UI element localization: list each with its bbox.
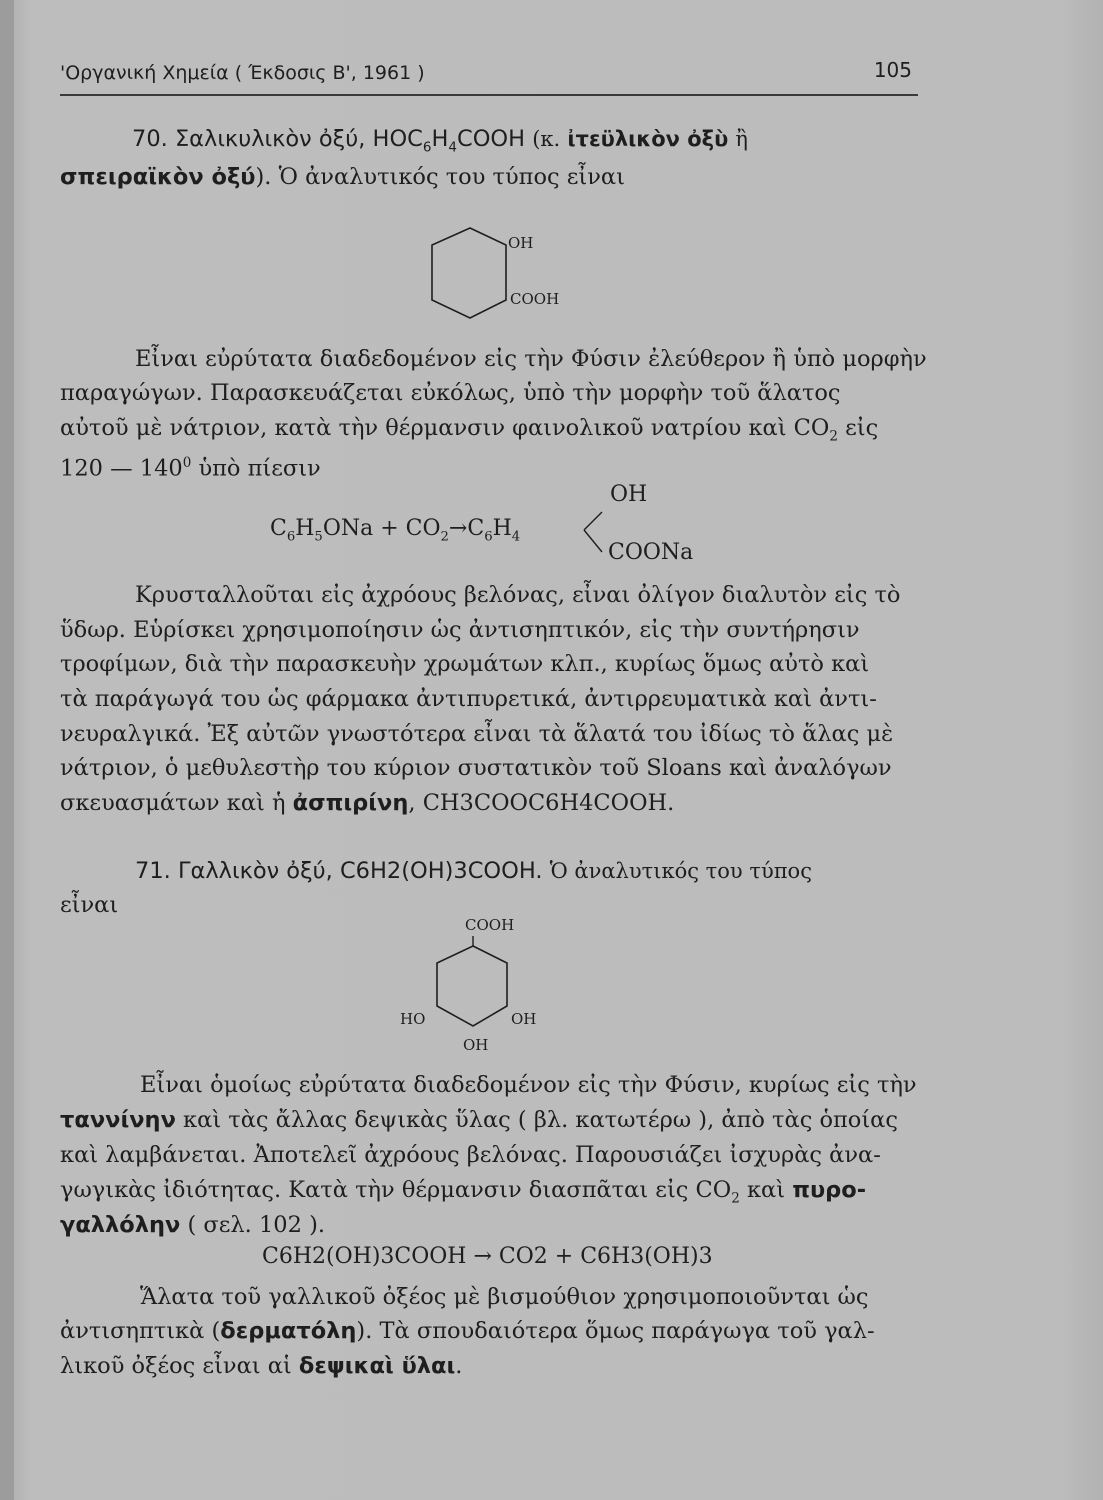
struct-ho-left: HO [400,1010,426,1028]
section-71-intro: Ὁ ἀναλυτικός του τύπος [549,859,812,883]
section-70-heading: 70. Σαλικυλικὸν ὀξύ, $HOC_6H_4COOH$ (κ. ἰτεϋλικὸν ὀξὺ ἢ [132,126,749,156]
tannins-term: δεψικαὶ ὕλαι [298,1353,456,1379]
pyrogallol-term-a: πυρο- [792,1177,867,1203]
s70-p2-line4: τὰ παράγωγά του ὡς φάρμακα ἀντιπυρετικά, ἀντιρρευματικὰ καὶ ἀντι- [60,686,877,712]
s70-p2-line3: τροφίμων, διὰ τὴν παρασκευὴν χρωμάτων κλπ., κυρίως ὅμως αὐτὸ καὶ [60,651,870,677]
s71-p1-line5: γαλλόλην ( σελ. 102 ). [60,1212,326,1238]
equation-1: $C_6H_5ONa + CO_2\to C_6H_4$ [270,516,521,545]
s71-p2-line1: Ἅλατα τοῦ γαλλικοῦ ὀξέος μὲ βισμούθιον χρησιμοποιοῦνται ὡς [140,1284,869,1310]
s70-p2-line7: σκευασμάτων καὶ ἡ ἀσπιρίνη, CH3COOC6H4COOH. [60,790,675,816]
s71-p1-line1: Εἶναι ὁμοίως εὐρύτατα διαδεδομένον εἰς τὴν Φύσιν, κυρίως εἰς τὴν [140,1072,917,1098]
s70-p2-line2: ὕδωρ. Εὑρίσκει χρησιμοποίησιν ὡς ἀντισηπτικόν, εἰς τὴν συντήρησιν [60,617,860,643]
alt-name-1: ἰτεϋλικὸν ὀξὺ [567,127,729,151]
section-70-title: Σαλικυλικὸν ὀξύ, [174,126,366,152]
s70-p1-line1: Εἶναι εὐρύτατα διαδεδομένον εἰς τὴν Φύσιν ἐλεύθερον ἢ ὑπὸ μορφὴν [135,346,927,372]
dermatol-term: δερματόλη [220,1318,357,1344]
equation-2: C6H2(OH)3COOH → CO2 + C6H3(OH)3 [262,1244,713,1269]
tannin-term: ταννίνην [60,1107,176,1133]
page-number: 105 [873,58,912,82]
section-70-intro: Ὁ ἀναλυτικός του τύπος εἶναι [278,164,625,190]
section-71-number: 71. [135,858,171,884]
eq1-coona: COONa [608,540,694,565]
struct-oh-bottom: OH [463,1036,489,1054]
benzene-ring [432,228,506,318]
page-header [60,54,918,96]
benzene-ring-gallic [437,946,507,1026]
section-71-heading [135,856,812,886]
struct-oh-right: OH [511,1010,537,1028]
pyrogallol-term-b: γαλλόλην [60,1212,181,1238]
struct-oh-label: OH [508,234,534,252]
s70-p2-line6: νάτριον, ὁ μεθυλεστὴρ του κύριον συστατικὸν τοῦ Sloans καὶ ἀναλόγων [60,755,892,781]
section-70-number: 70. [132,126,168,152]
s70-p1-line2: παραγώγων. Παρασκευάζεται εὐκόλως, ὑπὸ τὴν μορφὴν τοῦ ἅλατος [60,380,841,406]
s71-p2-line3: λικοῦ ὀξέος εἶναι αἱ δεψικαὶ ὕλαι. [60,1353,463,1379]
eq1-branch-lines [580,508,610,558]
s70-p1-line3: αὐτοῦ μὲ νάτριον, κατὰ τὴν θέρμανσιν φαινολικοῦ νατρίου καὶ $CO_2$ εἰς [60,415,879,445]
page-edge-shadow [0,0,14,1500]
s71-p2-line2: ἀντισηπτικὰ (δερματόλη). Τὰ σπουδαιότερα ὅμως παράγωγα τοῦ γαλ- [60,1318,875,1344]
s71-p1-line3: καὶ λαμβάνεται. Ἀποτελεῖ ἀχρόους βελόνας. Παρουσιάζει ἰσχυρὰς ἀνα- [60,1142,881,1168]
salicylic-acid-structure [420,220,620,330]
section-70-line2: σπειραϊκὸν ὀξύ). Ὁ ἀναλυτικός του τύπος εἶναι [60,164,625,190]
section-70-formula: $HOC_6H_4COOH$ [372,126,526,156]
section-71-intro-line2: εἶναι [60,892,119,918]
section-71-title: Γαλλικὸν ὀξύ, [177,858,333,884]
alt-name-2: σπειραϊκὸν ὀξύ [60,164,256,190]
s71-p1-line2: ταννίνην καὶ τὰς ἄλλας δεψικὰς ὕλας ( βλ. κατωτέρω ), ἀπὸ τὰς ὁποίας [60,1107,898,1133]
s70-p2-line5: νευραλγικά. Ἐξ αὐτῶν γνωστότερα εἶναι τὰ ἅλατά του ἰδίως τὸ ἅλας μὲ [60,721,894,747]
section-71-formula: C6H2(OH)3COOH. [339,858,543,884]
aspirin-term: ἀσπιρίνη [292,790,409,816]
s71-p1-line4: γωγικὰς ἰδιότητας. Κατὰ τὴν θέρμανσιν διασπᾶται εἰς $CO_2$ καὶ πυρο- [60,1177,867,1207]
gallic-acid-structure [395,908,565,1058]
struct-cooh-label: COOH [510,290,560,308]
eq1-oh: OH [610,482,648,507]
running-head: 'Οργανική Χημεία ( Έκδοσις Β', 1961 ) [60,62,425,84]
struct-cooh-top: COOH [465,916,515,934]
s70-p1-line4: 120 — $140^0$ ὑπὸ πίεσιν [60,455,321,482]
s70-p2-line1: Κρυσταλλοῦται εἰς ἀχρόους βελόνας, εἶναι ὀλίγον διαλυτὸν εἰς τὸ [135,582,901,608]
